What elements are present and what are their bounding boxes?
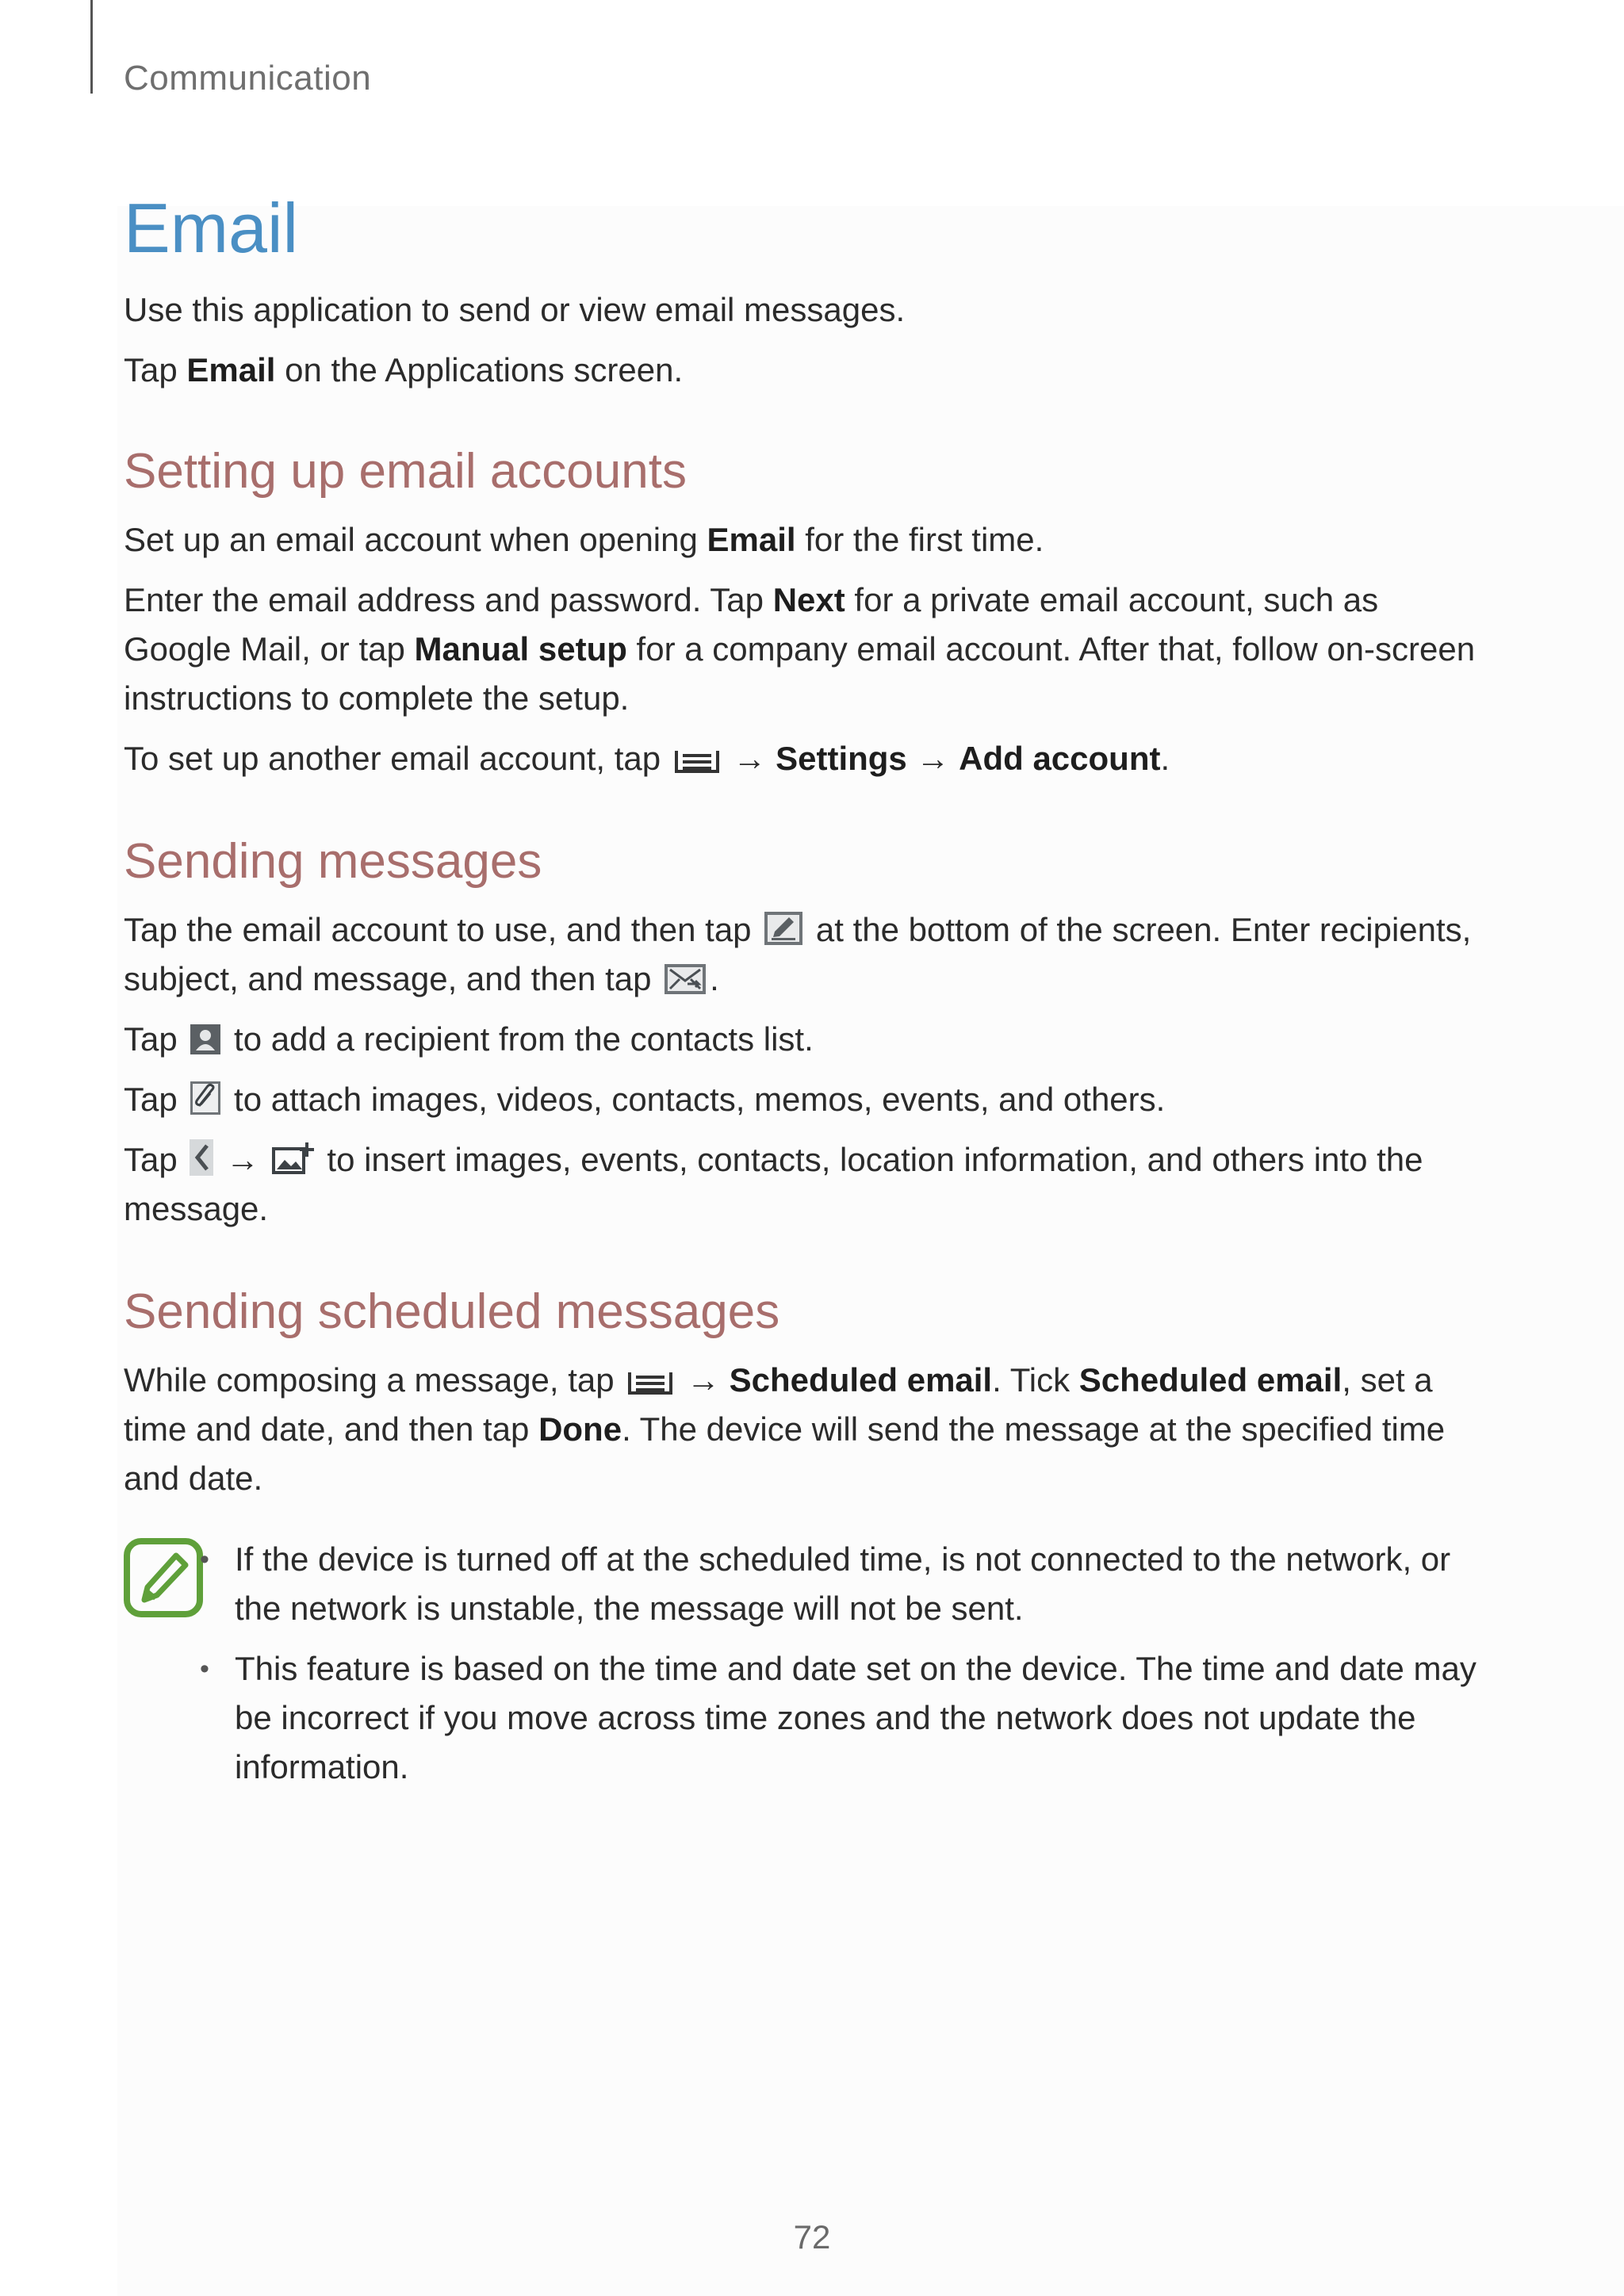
heading-setup: Setting up email accounts: [124, 444, 687, 499]
text: .: [1160, 740, 1170, 777]
bold-done: Done: [538, 1410, 622, 1448]
page-title: Email: [124, 189, 299, 267]
heading-scheduled: Sending scheduled messages: [124, 1284, 780, 1339]
text: for a private email account, such as Google Mail, or tap: [124, 581, 1379, 668]
document-content: [124, 189, 1488, 1803]
menu-icon: [673, 748, 721, 775]
contact-icon: [190, 1024, 221, 1055]
note-icon: [124, 1538, 203, 1621]
note-list: [124, 1535, 1488, 1792]
bold-add-account: Add account: [959, 740, 1161, 777]
sending-para-1: [124, 905, 1488, 1004]
arrow-text: →: [677, 1361, 730, 1399]
text: to insert images, events, contacts, location information, and others into the message.: [124, 1141, 1423, 1227]
arrow-text: →: [906, 740, 959, 777]
bullet-dot: •: [200, 1544, 209, 1575]
menu-icon: [626, 1369, 674, 1396]
intro-line-1: Use this application to send or view email messages.: [124, 291, 906, 328]
note-item: [200, 1644, 1488, 1792]
note-text: If the device is turned off at the scheduled time, is not connected to the network, or the network is unstable, the message will not be sent.: [235, 1540, 1451, 1627]
bold-settings: Settings: [776, 740, 907, 777]
insert-icon: [272, 1141, 315, 1176]
header-rule: [90, 0, 93, 94]
arrow-text: →: [216, 1141, 269, 1178]
setup-para-3: [124, 734, 1488, 783]
text: .: [710, 960, 719, 997]
scheduled-para-1: [124, 1356, 1488, 1503]
text: for the first time.: [795, 521, 1044, 558]
page-number: 72: [793, 2218, 831, 2256]
text: While composing a message, tap: [124, 1361, 624, 1399]
arrow-text: →: [723, 740, 776, 777]
note-item: [200, 1535, 1488, 1633]
bold-scheduled-email: Scheduled email: [1078, 1361, 1342, 1399]
bold-email: Email: [707, 521, 796, 558]
setup-para-2: [124, 576, 1488, 723]
compose-icon: [764, 911, 803, 946]
text: to attach images, videos, contacts, memos, events, and others.: [224, 1081, 1166, 1118]
text: Tap the email account to use, and then tap: [124, 911, 761, 948]
bullet-dot: •: [200, 1654, 209, 1684]
text: To set up another email account, tap: [124, 740, 670, 777]
intro-line-2: [124, 346, 1488, 395]
text: . Tick: [992, 1361, 1079, 1399]
text: Tap: [124, 1141, 187, 1178]
section-header: Communication: [124, 59, 372, 98]
bold-next: Next: [772, 581, 845, 618]
setup-para-1: [124, 515, 1488, 564]
attach-icon: [190, 1081, 221, 1115]
sending-para-4: [124, 1135, 1488, 1234]
text: . The device will send the message at the specified time and date.: [124, 1410, 1446, 1497]
text: Enter the email address and password. Tap: [124, 581, 773, 618]
sending-para-2: [124, 1015, 1488, 1064]
text: Tap: [124, 1020, 187, 1058]
note-text: This feature is based on the time and date set on the device. The time and date may be incorrect if you move across time zones and the network does not update the information.: [235, 1650, 1477, 1785]
heading-sending: Sending messages: [124, 834, 542, 889]
text: Set up an email account when opening: [124, 521, 707, 558]
text: Tap: [124, 1081, 187, 1118]
bold-scheduled-email: Scheduled email: [729, 1361, 993, 1399]
text: for a company email account. After that, follow on-screen instructions to complete the setup.: [124, 630, 1476, 717]
bold-manual-setup: Manual setup: [414, 630, 627, 668]
sending-para-3: [124, 1075, 1488, 1124]
text: on the Applications screen.: [275, 351, 684, 388]
bold-email: Email: [186, 351, 276, 388]
text: Tap: [124, 351, 187, 388]
text: to add a recipient from the contacts list.: [224, 1020, 814, 1058]
note-block: [124, 1535, 1488, 1792]
text: , set a time and date, and then tap: [124, 1361, 1433, 1448]
chevron-left-icon: [190, 1139, 213, 1176]
text: at the bottom of the screen. Enter recipients, subject, and message, and then tap: [124, 911, 1472, 997]
send-icon: [664, 963, 707, 995]
